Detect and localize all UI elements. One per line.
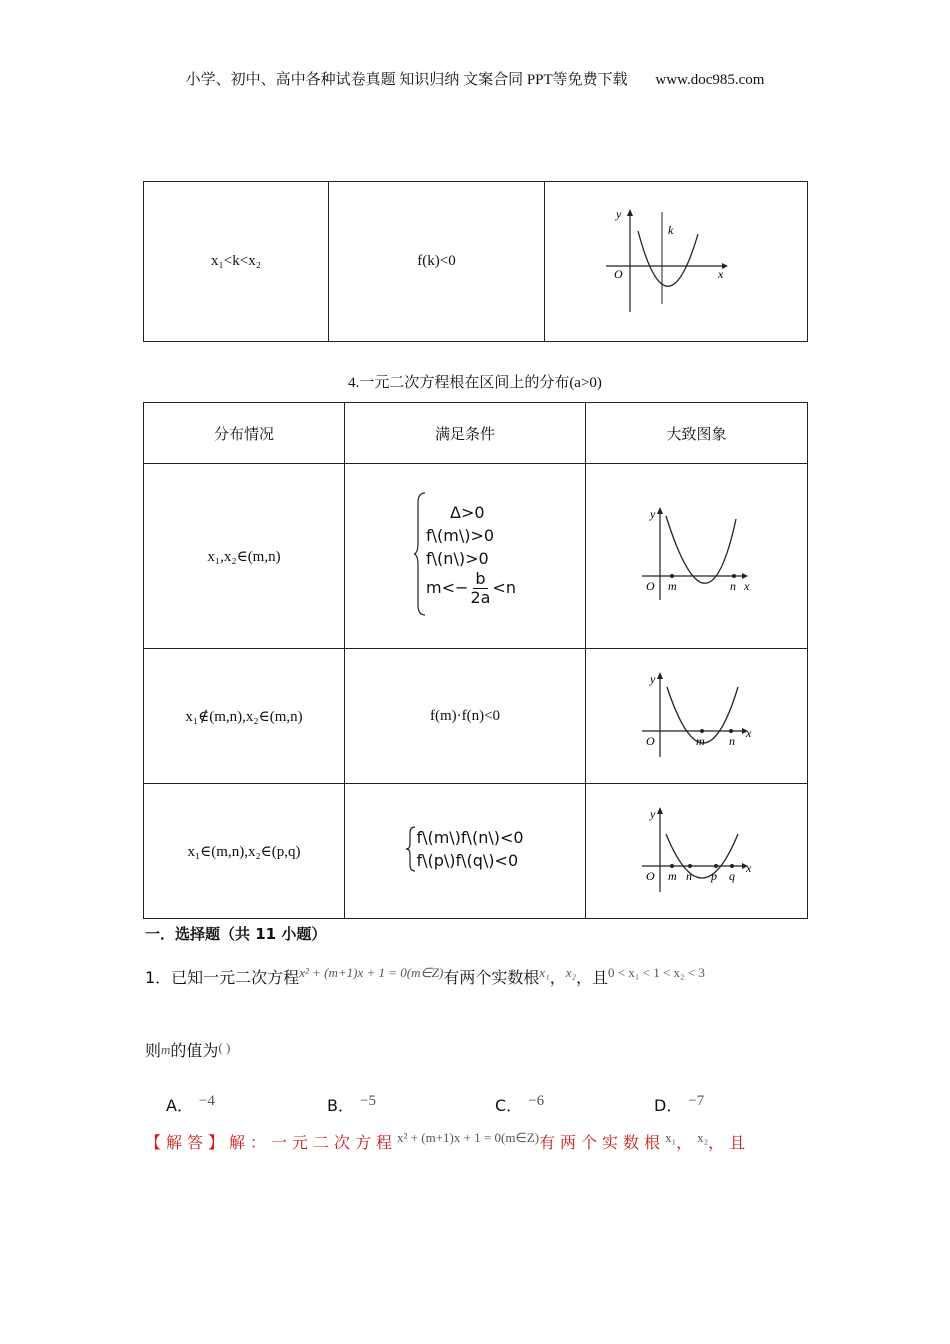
question-1-line-1: 1．已知一元二次方程$^{x^2 + (m+1)x + 1 = 0(m\in Z)}$有两个实数根$^{x_1}$，$^{x_2}$，且$^{0 < x_1 < 1 < x_2 < 3}$ bbox=[145, 965, 705, 987]
svg-text:y: y bbox=[649, 806, 655, 821]
svg-text:x: x bbox=[745, 860, 751, 875]
graph-cell bbox=[586, 649, 808, 784]
option-a[interactable]: A． −4 bbox=[166, 1093, 215, 1115]
graph-cell bbox=[586, 464, 808, 649]
condition-cell: f\(m\)f\(n\)<0 f\(p\)f\(q\)<0 bbox=[345, 784, 586, 919]
svg-text:y: y bbox=[649, 506, 655, 521]
left-brace bbox=[414, 491, 426, 617]
case-cell: x₁∉(m,n),x₂∈(m,n) bbox=[144, 649, 345, 784]
graph-cell bbox=[545, 182, 808, 342]
section-title: 一．选择题（共 11 小题） bbox=[145, 925, 327, 943]
svg-text:y: y bbox=[616, 207, 622, 221]
header-condition: 满足条件 bbox=[345, 403, 586, 464]
svg-text:O: O bbox=[645, 868, 655, 883]
header-graph: 大致图象 bbox=[586, 403, 808, 464]
answer-line: 【解答】解：一元二次方程$^{x^2 + (m+1)x + 1 = 0(m\in Z)}$有两个实数根$^{x_1}$，$^{x_2}$，且 bbox=[145, 1130, 751, 1152]
svg-text:k: k bbox=[668, 223, 674, 237]
svg-text:m: m bbox=[667, 578, 677, 593]
svg-text:x: x bbox=[718, 267, 724, 281]
svg-text:n: n bbox=[728, 733, 735, 748]
option-d[interactable]: D． −7 bbox=[654, 1093, 705, 1115]
svg-text:x: x bbox=[745, 725, 751, 740]
header-case: 分布情况 bbox=[144, 403, 345, 464]
option-b[interactable]: B． −5 bbox=[327, 1093, 376, 1115]
header-text: 小学、初中、高中各种试卷真题 知识归纳 文案合同 PPT等免费下载 bbox=[185, 72, 628, 88]
case-cell: x₁,x₂∈(m,n) bbox=[144, 464, 345, 649]
left-brace bbox=[406, 825, 416, 873]
condition-cell: f(m)·f(n)<0 bbox=[345, 649, 586, 784]
root-distribution-table bbox=[143, 402, 808, 919]
question-1-line-2: 则m的值为( ) bbox=[145, 1040, 231, 1060]
page-header bbox=[0, 68, 950, 89]
case-cell: x₁∈(m,n),x₂∈(p,q) bbox=[144, 784, 345, 919]
header-url[interactable]: www.doc985.com bbox=[655, 72, 765, 88]
svg-text:p: p bbox=[710, 868, 717, 883]
option-c[interactable]: C． −6 bbox=[495, 1093, 545, 1115]
condition-cell: Δ>0 f\(m\)>0 f\(n\)>0 m<− $\frac{b}{2a}$ <n bbox=[345, 464, 586, 649]
parabola-graph-k bbox=[606, 204, 746, 314]
condition-cell: f(k)<0 bbox=[329, 182, 545, 342]
svg-text:O: O bbox=[614, 267, 623, 281]
svg-text:y: y bbox=[649, 671, 655, 686]
svg-text:O: O bbox=[645, 733, 655, 748]
parabola-graph-both-in bbox=[632, 504, 762, 604]
case-cell: x₁<k<x₂ bbox=[144, 182, 329, 342]
svg-text:x: x bbox=[743, 578, 749, 593]
svg-text:O: O bbox=[645, 578, 655, 593]
parabola-graph-one-in bbox=[632, 669, 762, 759]
graph-cell bbox=[586, 784, 808, 919]
table-caption: 4.一元二次方程根在区间上的分布(a>0) bbox=[348, 375, 602, 391]
root-position-table bbox=[143, 181, 808, 342]
svg-text:n: n bbox=[685, 868, 692, 883]
svg-text:m: m bbox=[695, 733, 705, 748]
parabola-graph-two-intervals bbox=[632, 804, 762, 894]
svg-text:q: q bbox=[728, 868, 735, 883]
svg-text:n: n bbox=[729, 578, 736, 593]
svg-text:m: m bbox=[667, 868, 677, 883]
